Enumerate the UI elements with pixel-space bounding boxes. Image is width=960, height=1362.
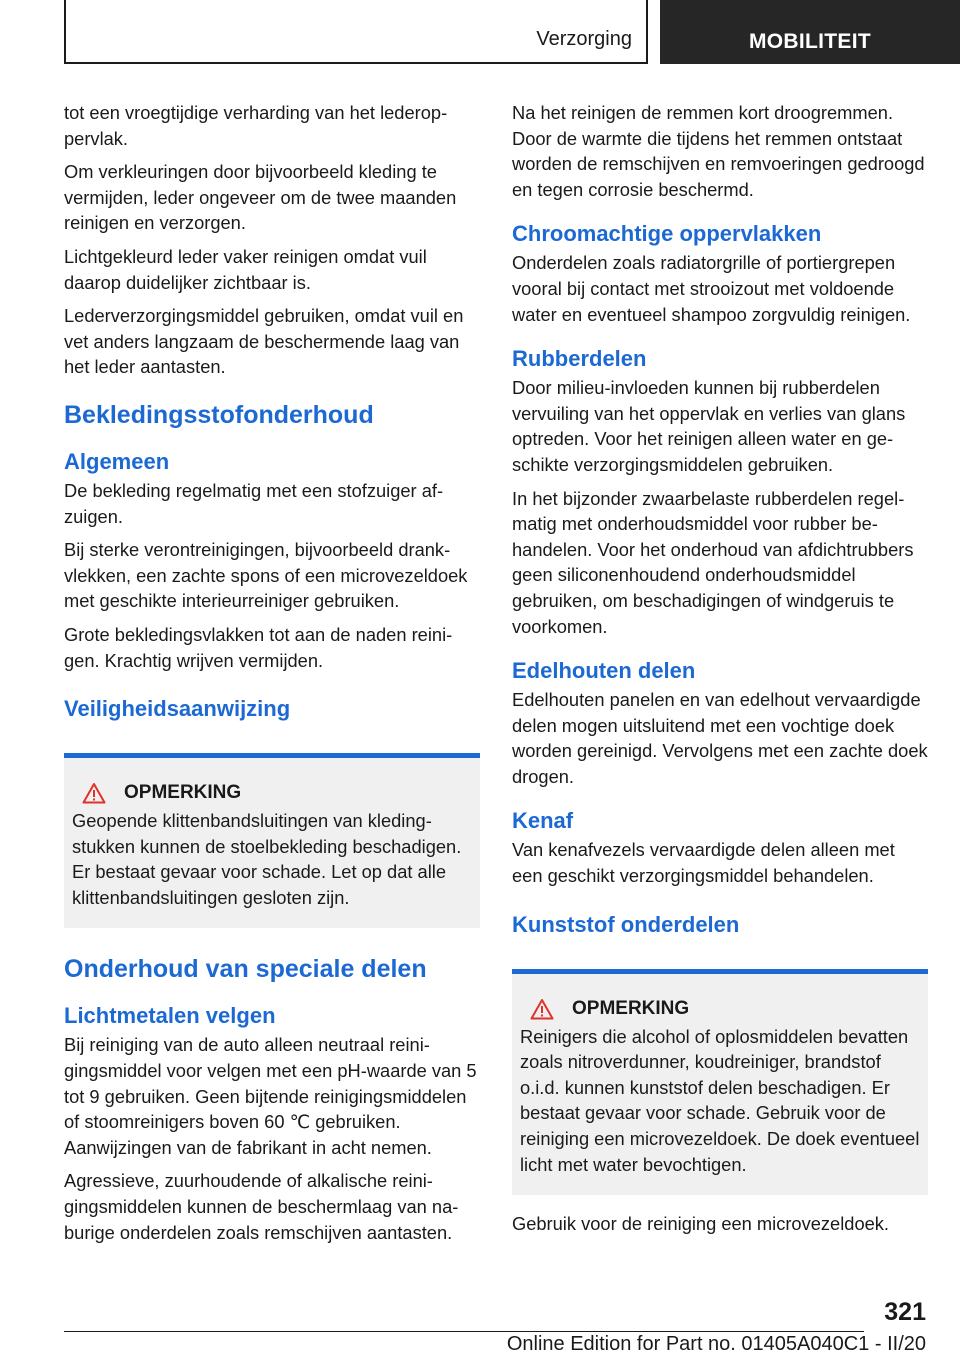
paragraph: In het bijzonder zwaarbelaste rubberdelen regelmatig met onderhoudsmiddel voor rubber behandelen. Voor het onderhoud van afdichtrubbers geen siliconenhoudend onderhoudsmiddel gebruiken, om beschadigingen of windgeruis te voorkomen. xyxy=(512,487,914,637)
paragraph: tot een vroegtijdige verharding van het lederoppervlak. xyxy=(64,102,448,149)
paragraph: Van kenafvezels vervaardigde delen alleen met een geschikt verzorgingsmiddel behandelen. xyxy=(512,839,895,887)
heading-edelhouten-delen: Edelhouten delen xyxy=(512,658,696,684)
notice-box xyxy=(64,753,480,928)
paragraph: Door milieu-invloeden kunnen bij rubberdelen vervuiling van het oppervlak en verlies van glans optreden. Voor het reinigen alleen water en geschikte verzorgingsmiddelen gebruiken. xyxy=(512,377,906,475)
notice-text: Geopende klittenbandsluitingen van kledingstukken kunnen de stoelbekleding beschadigen. Er bestaat gevaar voor schade. Let op dat alle klittenbandsluitingen gesloten zijn. xyxy=(72,810,462,908)
paragraph: Bij sterke verontreinigingen, bijvoorbeeld drankvlekken, een zachte spons of een microvezeldoek met geschikte interieurreiniger gebruiken. xyxy=(64,539,468,612)
warning-triangle-icon xyxy=(530,998,554,1020)
paragraph: Lichtgekleurd leder vaker reinigen omdat vuil daarop duidelijker zichtbaar is. xyxy=(64,245,427,293)
header-section-title: Verzorging xyxy=(536,28,632,50)
header-chapter-label: MOBILITEIT xyxy=(749,30,871,53)
footer-divider xyxy=(64,1331,864,1332)
page-number: 321 xyxy=(884,1298,926,1326)
right-column xyxy=(512,100,928,1245)
paragraph: Gebruik voor de reiniging een microvezeldoek. xyxy=(512,1213,889,1235)
header-frame xyxy=(64,0,648,64)
footer-edition: Online Edition for Part no. 01405A040C1 - II/20 xyxy=(506,1333,926,1355)
heading-kenaf: Kenaf xyxy=(512,808,574,834)
heading-algemeen: Algemeen xyxy=(64,448,170,474)
heading-lichtmetalen-velgen: Lichtmetalen velgen xyxy=(64,1003,276,1029)
heading-bekledingsstofonderhoud: Bekledingsstofonderhoud xyxy=(64,400,374,429)
paragraph: Lederverzorgingsmiddel gebruiken, omdat vuil en vet anders langzaam de beschermende laag van het leder aantasten. xyxy=(64,305,464,378)
paragraph: Na het reinigen de remmen kort droogremmen. Door de warmte die tijdens het remmen ontstaat worden de remschijven en remvoeringen gedroogd en tegen corrosie beschermd. xyxy=(512,102,925,200)
paragraph: Grote bekledingsvlakken tot aan de naden reinigen. Krachtig wrijven vermijden. xyxy=(64,623,453,671)
heading-kunststof-onderdelen: Kunststof onderdelen xyxy=(512,911,740,937)
heading-onderhoud-speciale-delen: Onderhoud van speciale delen xyxy=(64,955,427,984)
notice-box xyxy=(512,969,928,1196)
paragraph: Om verkleuringen door bijvoorbeeld kleding te vermijden, leder ongeveer om de twee maanden reinigen en verzorgen. xyxy=(64,161,457,234)
paragraph: Agressieve, zuurhoudende of alkalische reinigingsmiddelen kunnen de beschermlaag van naburige onderdelen zoals remschijven aantasten. xyxy=(64,1170,459,1243)
heading-veiligheidsaanwijzing: Veiligheidsaanwijzing xyxy=(64,696,291,722)
paragraph: Edelhouten panelen en van edelhout vervaardigde delen mogen uitsluitend met een vochtige doek worden gereinigd. Vervolgens met een zachte doek drogen. xyxy=(512,689,928,787)
heading-chroomachtige-oppervlakken: Chroomachtige oppervlakken xyxy=(512,221,822,247)
heading-rubberdelen: Rubberdelen xyxy=(512,346,647,372)
paragraph: Onderdelen zoals radiatorgrille of portiergrepen vooral bij contact met strooizout met voldoende water en eventueel shampoo zorgvuldig reinigen. xyxy=(512,252,911,325)
notice-title: OPMERKING xyxy=(124,782,242,804)
notice-header xyxy=(72,782,472,804)
paragraph: De bekleding regelmatig met een stofzuiger afzuigen. xyxy=(64,479,444,527)
notice-title: OPMERKING xyxy=(572,997,690,1019)
header-chapter-tab xyxy=(660,0,960,64)
paragraph: Bij reiniging van de auto alleen neutraal reinigingsmiddel voor velgen met een pH-waarde van 5 tot 9 gebruiken. Geen bijtende reinigingsmiddelen of stoomreinigers boven 60 ℃ gebruiken. Aanwijzingen van de fabrikant in acht nemen. xyxy=(64,1034,477,1158)
notice-header xyxy=(520,998,920,1020)
notice-text: Reinigers die alcohol of oplosmiddelen bevatten zoals nitroverdunner, koudreiniger, brandstof o.i.d. kunnen kunststof delen beschadigen. Er bestaat gevaar voor schade. Gebruik voor de reiniging een microvezeldoek. De doek eventueel licht met water bevochtigen. xyxy=(520,1025,920,1175)
left-column xyxy=(64,100,480,1253)
warning-triangle-icon xyxy=(82,782,106,804)
